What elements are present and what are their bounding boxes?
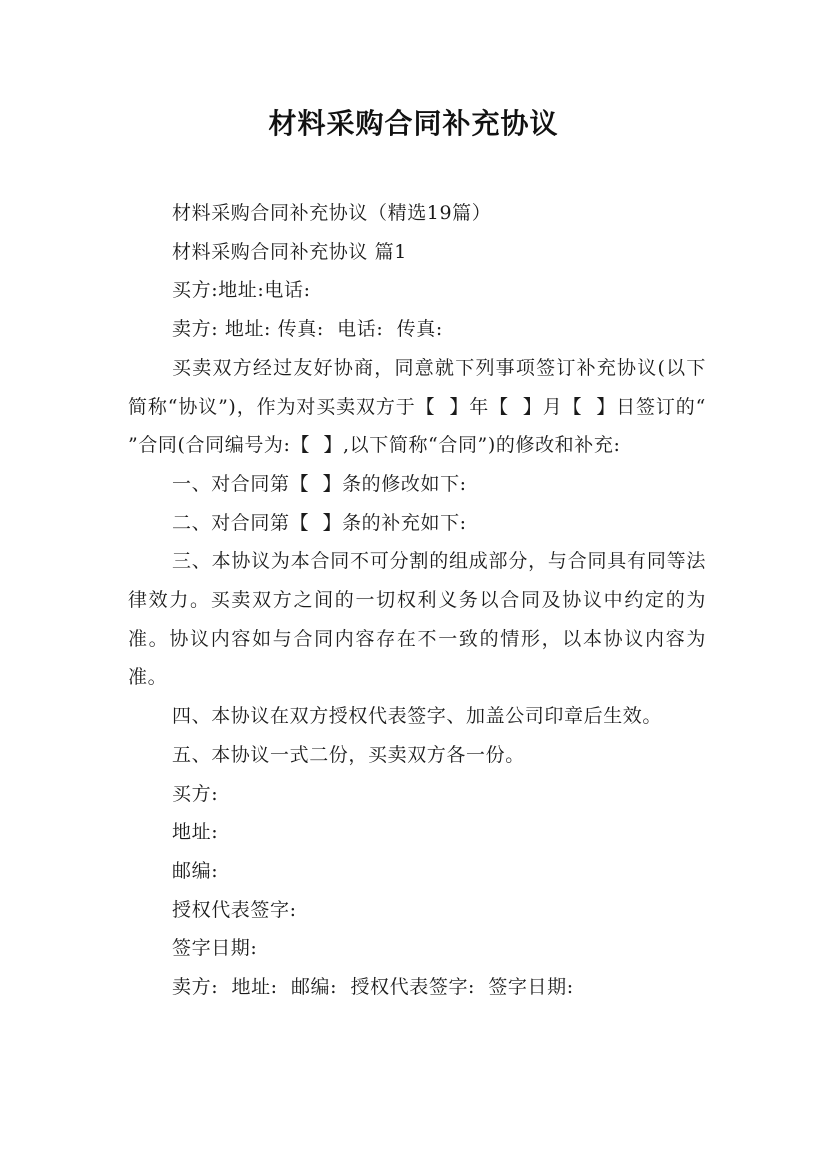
paragraph-clause-3: 三、本协议为本合同不可分割的组成部分，与合同具有同等法律效力。买卖双方之间的一切权利义务以合同及协议中约定的为准。协议内容如与合同内容存在不一致的情形，以本协议内容为准。 xyxy=(128,550,706,689)
signature-authorized-rep: 授权代表签字: xyxy=(172,898,297,921)
paragraph-preamble: 买卖双方经过友好协商，同意就下列事项签订补充协议(以下简称“协议”)，作为对买卖双方于【 】年【 】月【 】日签订的“ ”合同(合同编号为:【 】,以下简称“合同”)的修改和补充: xyxy=(128,356,720,457)
signature-address: 地址: xyxy=(172,821,219,844)
paragraph-section-heading: 材料采购合同补充协议 篇1 xyxy=(172,240,407,263)
document-body xyxy=(128,194,720,1007)
paragraph-clause-1: 一、对合同第【 】条的修改如下: xyxy=(172,472,467,495)
paragraph-clause-5: 五、本协议一式二份，买卖双方各一份。 xyxy=(172,743,525,766)
paragraph-clause-2: 二、对合同第【 】条的补充如下: xyxy=(172,511,467,534)
signature-buyer: 买方: xyxy=(172,782,219,805)
paragraph-clause-4: 四、本协议在双方授权代表签字、加盖公司印章后生效。 xyxy=(172,705,663,728)
paragraph-subtitle: 材料采购合同补充协议（精选19篇） xyxy=(172,202,492,224)
signature-date: 签字日期: xyxy=(172,937,258,960)
paragraph-buyer-info: 买方:地址:电话: xyxy=(172,279,311,302)
signature-postcode: 邮编: xyxy=(172,859,219,882)
paragraph-seller-info: 卖方: 地址: 传真: 电话: 传真: xyxy=(172,318,443,341)
document-title: 材料采购合同补充协议 xyxy=(268,107,559,140)
signature-seller-line: 卖方: 地址: 邮编: 授权代表签字: 签字日期: xyxy=(172,976,574,999)
